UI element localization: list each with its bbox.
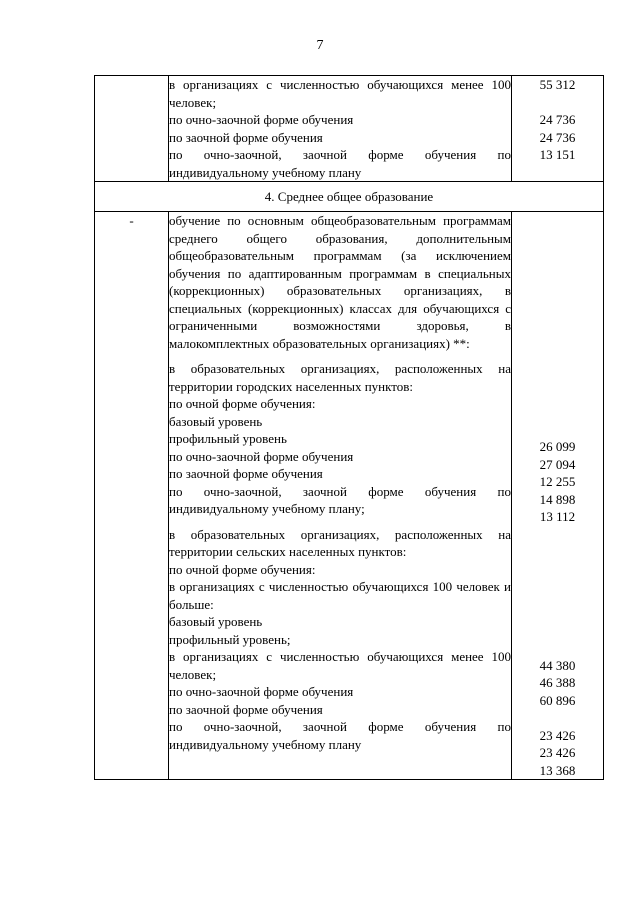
list-item: в организациях с численностью обучающихся менее 100 человек; (169, 77, 511, 110)
value: 13 368 (539, 762, 576, 778)
value: 44 380 (539, 657, 576, 673)
list-item: профильный уровень (169, 431, 287, 446)
urban-heading: в образовательных организациях, расположенных на территории городских населенных пунктов: (169, 361, 511, 394)
list-item: по очно-заочной, заочной форме обучения по индивидуальному учебному плану (169, 719, 511, 752)
value: 60 896 (539, 692, 576, 708)
code-cell (95, 76, 169, 182)
list-item: базовый уровень (169, 614, 263, 629)
section-row (95, 182, 604, 212)
list-item: в организациях с численностью обучающихся 100 человек и больше: (169, 579, 511, 612)
value: 26 099 (539, 439, 576, 454)
code-cell: - (95, 212, 169, 780)
list-item: по очно-заочной, заочной форме обучения по индивидуальному учебному плану (169, 147, 511, 180)
value: 12 255 (539, 474, 576, 489)
list-item: по очно-заочной, заочной форме обучения по индивидуальному учебному плану; (169, 483, 511, 516)
intro-paragraph: обучение по основным общеобразовательным программам среднего общего образования, дополнительным общеобразовательным программам (за исключением обучения по адаптированным программам в специальных (коррекционных) образовательных организациях, в специальных (коррекционных) классах для обучающихся с ограниченными возможностями здоровья, в малокомплектных образовательных организациях) **: (169, 213, 511, 351)
rural-heading: в образовательных организациях, расположенных на территории сельских населенных пунктов: (169, 526, 511, 559)
value: 14 898 (539, 491, 576, 507)
value: 27 094 (539, 456, 576, 472)
value: 13 151 (539, 147, 576, 162)
tariff-table (94, 75, 604, 780)
value: 55 312 (539, 77, 576, 92)
list-item: по очно-заочной форме обучения (169, 112, 354, 127)
description-cell (169, 76, 512, 182)
section-title: 4. Среднее общее образование (95, 182, 604, 212)
value: 24 736 (539, 112, 576, 127)
list-item: по заочной форме обучения (169, 466, 323, 481)
list-item: по заочной форме обучения (169, 129, 323, 145)
list-item: по очно-заочной форме обучения (169, 448, 354, 464)
list-item: в организациях с численностью обучающихся менее 100 человек; (169, 649, 511, 682)
page-number: 7 (316, 38, 324, 53)
list-item: по очной форме обучения: (169, 561, 316, 577)
value: 13 112 (539, 509, 576, 524)
list-item: профильный уровень; (169, 631, 291, 647)
value-cell (512, 212, 604, 780)
value: 23 426 (539, 745, 576, 760)
table-row (95, 212, 604, 780)
list-item: по очной форме обучения: (169, 396, 316, 411)
list-item: базовый уровень (169, 413, 263, 429)
value (512, 709, 603, 727)
value: 46 388 (539, 675, 576, 690)
description-cell (169, 212, 512, 780)
value: 24 736 (539, 129, 576, 145)
value (512, 94, 603, 112)
list-item: по очно-заочной форме обучения (169, 684, 354, 699)
value-cell (512, 76, 604, 182)
table-row (95, 76, 604, 182)
value: 23 426 (539, 727, 576, 743)
list-item: по заочной форме обучения (169, 701, 323, 717)
